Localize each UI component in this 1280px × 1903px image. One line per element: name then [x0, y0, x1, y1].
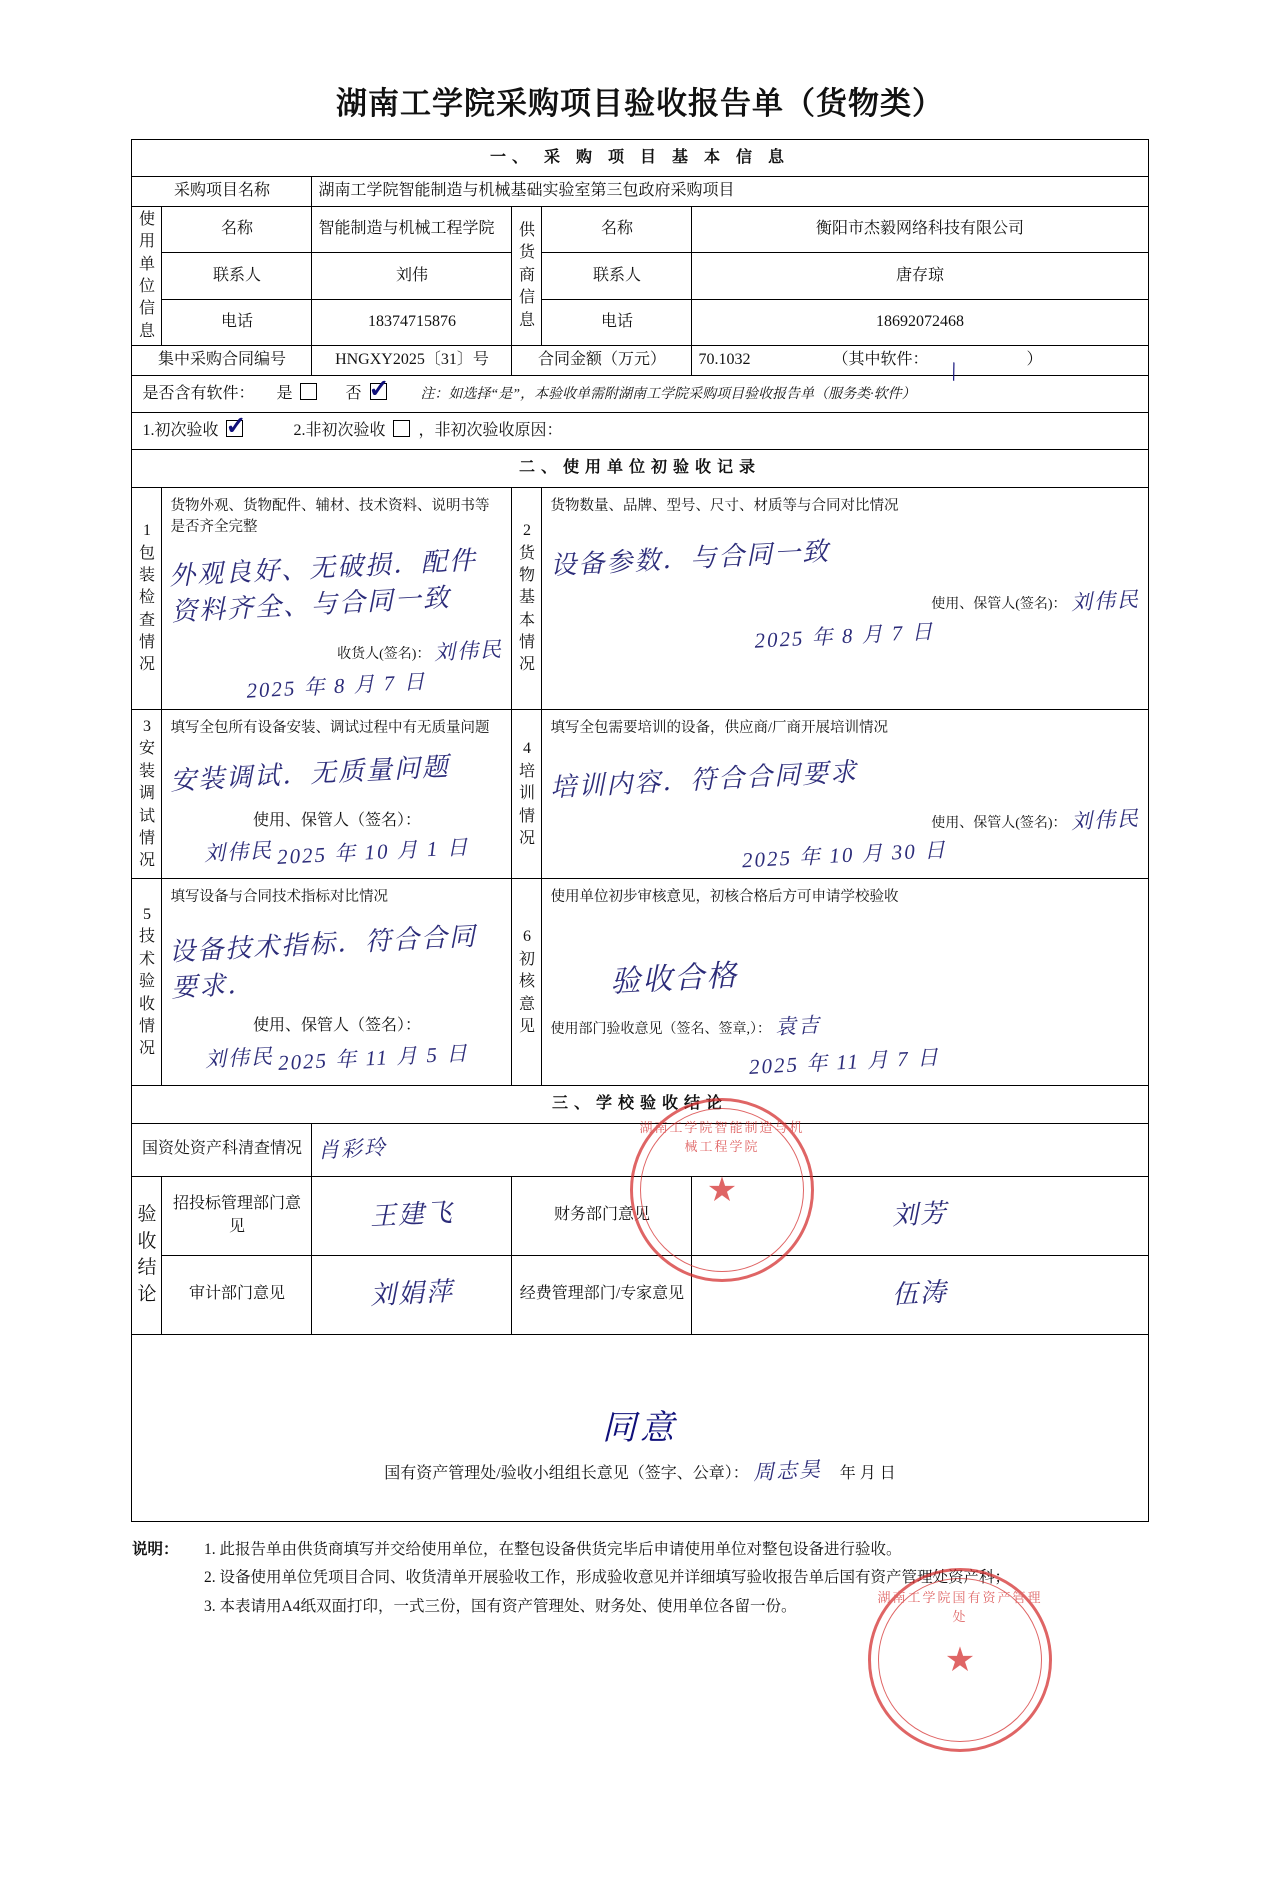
acceptance-form — [131, 139, 1148, 1522]
supplier-name-label: 名称 — [542, 206, 692, 252]
section1-heading: 一、 采 购 项 目 基 本 信 息 — [132, 140, 1148, 177]
footer-lead: 说明： — [132, 1540, 179, 1558]
project-name-label: 采购项目名称 — [132, 177, 312, 206]
record-2-no: 2 — [522, 522, 531, 540]
asset-check-row — [132, 1123, 1148, 1176]
has-software-label: 是否含有软件： — [142, 384, 255, 402]
record-4-cell — [542, 710, 1148, 879]
record-6-sign-value: 袁吉 — [774, 1013, 822, 1040]
record-1-no: 1 — [142, 522, 151, 540]
record-6-date: 2025 年 11 月 7 日 — [748, 1044, 942, 1079]
accept-type-cell — [132, 412, 1148, 449]
info-row-contact — [132, 253, 1148, 299]
conclusion-side-label: 验 收 结 论 — [132, 1176, 162, 1334]
fund-dept-label: 经费管理部门/专家意见 — [512, 1255, 692, 1334]
record-1-sign-value: 刘伟民 — [433, 636, 504, 665]
info-row-phone — [132, 299, 1148, 345]
bid-dept-value-cell — [312, 1176, 512, 1255]
record-6-handwriting: 验收合格 — [609, 959, 740, 1000]
record-1-handwriting: 外观良好、无破损．配件资料齐全、与合同一致 — [168, 545, 479, 627]
amount-label: 合同金额（万元） — [512, 346, 692, 375]
record-5-prompt: 填写设备与合同技术指标对比情况 — [170, 889, 388, 906]
audit-dept-label: 审计部门意见 — [162, 1255, 312, 1334]
record-2-cell — [542, 487, 1148, 710]
asset-check-value: 肖彩玲 — [317, 1135, 388, 1163]
accept-type-row — [132, 412, 1148, 449]
fund-dept-value-cell — [692, 1255, 1148, 1334]
first-accept-label: 1.初次验收 — [142, 421, 219, 439]
record-5-no: 5 — [142, 906, 151, 923]
section3-heading-row — [132, 1086, 1148, 1123]
supplier-phone-value: 18692072468 — [692, 299, 1148, 345]
record-4-side: 4 培 训 情 况 — [512, 710, 542, 879]
record-3-date: 2025 年 10 月 1 日 — [276, 835, 471, 870]
record-3-cell — [162, 710, 512, 879]
record-4-no: 4 — [522, 740, 531, 758]
record-1-side: 1 包 装 检 查 情 况 — [132, 487, 162, 710]
has-software-row — [132, 375, 1148, 412]
seal-text: 湖南工学院智能制造与机械工程学院 — [639, 1120, 805, 1154]
record-row-3-4 — [132, 710, 1148, 879]
finance-dept-value: 刘芳 — [891, 1199, 949, 1231]
record-6-side: 6 初 核 意 见 — [512, 879, 542, 1086]
user-unit-label: 使 用 单 位 信 息 — [132, 206, 162, 345]
record-5-handwriting: 设备技术指标．符合合同要求． — [168, 922, 479, 1004]
audit-dept-value-cell — [312, 1255, 512, 1334]
final-opinion-cell — [132, 1334, 1148, 1521]
record-5-side: 5 技 术 验 收 情 况 — [132, 879, 162, 1086]
record-5-sign — [170, 1040, 503, 1075]
section2-heading-row — [132, 450, 1148, 487]
record-1-sign-label: 收货人(签名)： — [337, 646, 431, 662]
record-5-date: 2025 年 11 月 5 日 — [277, 1040, 470, 1075]
finance-dept-value-cell — [692, 1176, 1148, 1255]
record-4-date: 2025 年 10 月 30 日 — [741, 837, 949, 873]
record-1-date: 2025 年 8 月 7 日 — [246, 669, 428, 703]
software-note: 注：如选择“是”，本验收单需附湖南工学院采购项目验收报告单（服务类·软件） — [420, 386, 916, 402]
section1-heading-row — [132, 140, 1148, 177]
record-1-cell — [162, 487, 512, 710]
record-3-sign — [170, 835, 503, 870]
final-opinion-row — [132, 1334, 1148, 1521]
audit-dept-value: 刘娟萍 — [369, 1277, 455, 1311]
conclusion-row-1 — [132, 1176, 1148, 1255]
seal-star-icon: ★ — [944, 1642, 976, 1679]
software-amount-close: ） — [1026, 351, 1043, 369]
fund-dept-value: 伍涛 — [891, 1278, 949, 1310]
final-opinion-date: 年 月 日 — [839, 1464, 896, 1482]
record-row-5-6 — [132, 879, 1148, 1086]
user-phone-label: 电话 — [162, 299, 312, 345]
user-name-value: 智能制造与机械工程学院 — [312, 206, 512, 252]
supplier-contact-value: 唐存琼 — [692, 253, 1148, 299]
record-1-sign — [170, 637, 503, 666]
record-2-prompt: 货物数量、品牌、型号、尺寸、材质等与合同对比情况 — [550, 497, 899, 514]
user-phone-value: 18374715876 — [312, 299, 512, 345]
record-1-prompt: 货物外观、货物配件、辅材、技术资料、说明书等是否齐全完整 — [170, 497, 490, 535]
bid-dept-value: 王建飞 — [369, 1198, 455, 1232]
supplier-phone-label: 电话 — [542, 299, 692, 345]
supplier-contact-label: 联系人 — [542, 253, 692, 299]
contract-row — [132, 346, 1148, 375]
not-first-accept-label: 2.非初次验收 — [293, 421, 386, 439]
record-3-side: 3 安 装 调 试 情 况 — [132, 710, 162, 879]
amount-value: 70.1032 — [698, 351, 751, 369]
has-software-no-checkbox[interactable] — [370, 383, 387, 400]
record-3-prompt: 填写全包所有设备安装、调试过程中有无质量问题 — [170, 720, 490, 737]
not-first-accept-checkbox[interactable] — [393, 420, 410, 437]
record-2-date: 2025 年 8 月 7 日 — [754, 619, 936, 654]
final-opinion-sign: 周志昊 — [752, 1456, 823, 1485]
document-page — [0, 78, 1280, 1903]
has-software-cell — [132, 375, 1148, 412]
contract-no-label: 集中采购合同编号 — [132, 346, 312, 375]
record-3-no: 3 — [142, 718, 151, 735]
record-5-sign-value: 刘伟民 — [204, 1043, 275, 1072]
record-3-sign-value: 刘伟民 — [203, 838, 274, 866]
seal-text: 湖南工学院国有资产管理处 — [877, 1590, 1043, 1624]
software-amount-label: （其中软件： — [832, 351, 929, 369]
not-first-reason-label: ，非初次验收原因： — [418, 421, 563, 439]
record-5-cell — [162, 879, 512, 1086]
record-6-sign-label: 使用部门验收意见（签名、签章,）： — [550, 1022, 771, 1038]
record-4-sign-value: 刘伟民 — [1069, 805, 1141, 834]
conclusion-row-2 — [132, 1255, 1148, 1334]
finance-dept-label: 财务部门意见 — [512, 1176, 692, 1255]
info-row-name — [132, 206, 1148, 252]
asset-check-value-cell — [312, 1123, 1148, 1176]
supplier-label: 供 货 商 信 息 — [512, 206, 542, 345]
has-software-yes-checkbox[interactable] — [300, 383, 317, 400]
section2-heading: 二、使用单位初验收记录 — [132, 450, 1148, 487]
section3-heading: 三、学校验收结论 — [132, 1086, 1148, 1123]
record-4-handwriting: 培训内容．符合合同要求 — [550, 757, 860, 803]
footer-item: 2. 设备使用单位凭项目合同、收货清单开展验收工作，形成验收意见并详细填写验收报告单后国有资产管理处资产科； — [204, 1569, 1011, 1587]
contract-no-value: HNGXY2025〔31〕号 — [312, 346, 512, 375]
user-contact-value: 刘伟 — [312, 253, 512, 299]
record-2-sign-value: 刘伟民 — [1069, 587, 1141, 615]
record-4-sign-label: 使用、保管人(签名)： — [931, 815, 1067, 831]
final-opinion-handwriting: 同意 — [601, 1410, 678, 1448]
seal-star-icon: ★ — [706, 1172, 738, 1209]
record-2-side: 2 货 物 基 本 情 况 — [512, 487, 542, 710]
record-4-prompt: 填写全包需要培训的设备，供应商/厂商开展培训情况 — [550, 720, 888, 737]
record-6-no: 6 — [522, 928, 531, 946]
record-2-handwriting: 设备参数．与合同一致 — [550, 536, 832, 581]
record-3-handwriting: 安装调试．无质量问题 — [169, 752, 452, 796]
asset-check-label: 国资处资产科清查情况 — [132, 1123, 312, 1176]
footer-notes — [132, 1536, 1148, 1622]
user-contact-label: 联系人 — [162, 253, 312, 299]
record-3-sign-label: 使用、保管人（签名）： — [252, 811, 421, 829]
record-5-sign-label: 使用、保管人（签名）： — [252, 1017, 421, 1035]
bid-dept-label: 招投标管理部门意见 — [162, 1176, 312, 1255]
project-name-value: 湖南工学院智能制造与机械基础实验室第三包政府采购项目 — [312, 177, 1148, 206]
record-6-prompt: 使用单位初步审核意见，初核合格后方可申请学校验收 — [550, 889, 899, 906]
user-name-label: 名称 — [162, 206, 312, 252]
amount-cell: 70.1032 （其中软件： \ ） — [692, 346, 1148, 375]
page-title: 湖南工学院采购项目验收报告单（货物类） — [336, 86, 944, 121]
has-software-no-label: 否 — [345, 384, 362, 402]
first-accept-checkbox[interactable] — [226, 420, 243, 437]
record-6-cell — [542, 879, 1148, 1086]
record-2-sign-label: 使用、保管人(签名)： — [931, 597, 1067, 613]
footer-item: 1. 此报告单由供货商填写并交给使用单位，在整包设备供货完毕后申请使用单位对整包设备进行验收。 — [204, 1540, 902, 1558]
record-row-1-2 — [132, 487, 1148, 710]
final-opinion-label: 国有资产管理处/验收小组组长意见（签字、公章）： — [384, 1464, 749, 1482]
project-name-row — [132, 177, 1148, 206]
supplier-name-value: 衡阳市杰毅网络科技有限公司 — [692, 206, 1148, 252]
has-software-yes-label: 是 — [276, 384, 293, 402]
footer-item: 3. 本表请用A4纸双面打印，一式三份，国有资产管理处、财务处、使用单位各留一份。 — [204, 1598, 797, 1615]
